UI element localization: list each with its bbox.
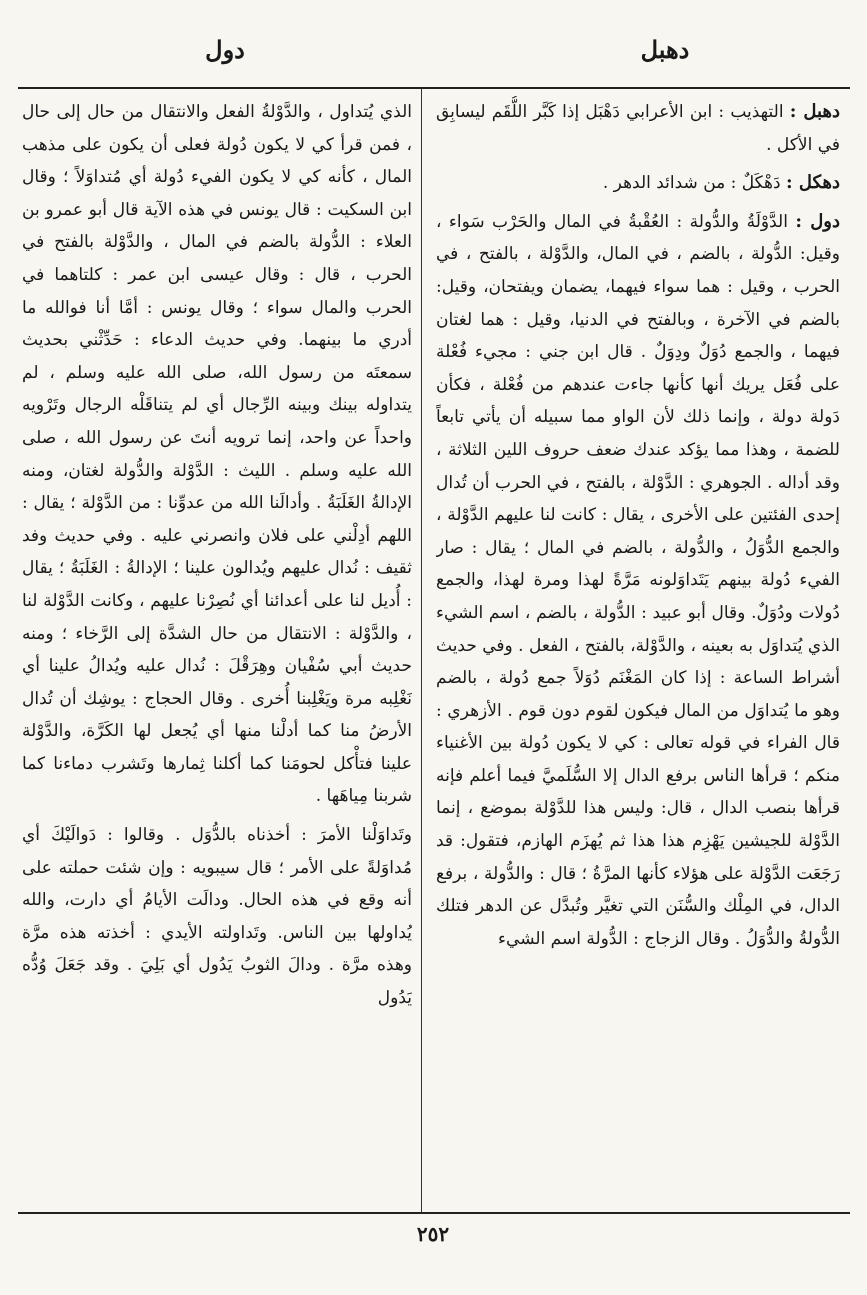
headword: دهكل : [786, 172, 840, 194]
headword: دول : [795, 210, 840, 232]
entry-text: التهذيب : ابن الأعرابي دَهْبَل إذا كَبَّر اللُّقَم ليسابِق في الأكل . [436, 102, 840, 155]
running-head-left: دول [205, 35, 245, 64]
paragraph: وتَداوَلْنا الأمرَ : أخذناه بالدُّوَل . وقالوا : دَوالَيْكَ أي مُداوَلةً على الأمر ؛ قال سيبويه : وإن شئت حملته على أنه وقع في هذه الحال. ودالَت الأيامُ أي دارت، والله يُداولها بين الناس. وتَداولته الأيدي : أخذته هذه مرَّة وهذه مرَّة . ودالَ الثوبُ يَدُول أي بَلِيَ . وقد جَعَلَ وُدُّه يَدُول [22, 825, 412, 1009]
top-rule [18, 87, 850, 89]
bottom-rule [18, 1212, 850, 1214]
headword: دهبل : [789, 101, 840, 122]
running-head-right: دهبل [640, 35, 690, 64]
paragraph: الذي يُتداول ، والدَّوْلةُ الفعل والانتقال من حال إلى حال ، فمن قرأ كي لا يكون دُولة فعلى أن يكون على مذهب المال ، كأنه كي لا يكون الفيء دُولة أي مُتداوَلاً ؛ وقال ابن السكيت : قال يونس في هذه الآية قال أبو عمرو بن العلاء : الدُّولة بالضم في المال ، والدَّوْلة بالفتح في الحرب ، قال : وقال عيسى ابن عمر : كلتاهما في الحرب والمال سواء ؛ وقال يونس : أمَّا أنا فوالله ما أدري ما بينهما. وفي حديث الدعاء : حَدِّثْني بحديث سمعتَه من رسول الله، صلى الله عليه وسلم ، لم يتداوله بينك وبينه الرِّجال أي لم يتناقَلْه الرجال وتَرْويه واحداً عن واحد، إنما ترويه أنتَ عن رسول الله ، صلى الله عليه وسلم . الليث : الدَّوْلة والدُّولة لغتان، ومنه الإدالةُ الغَلَبَةُ . وأدالَنا الله من عدوِّنا : من الدَّوْلة ؛ يقال : اللهم أدِلْني على فلان وانصرني عليه . وفي حديث وفد ثقيف : نُدال عليهم ويُدالون علينا ؛ الإدالةُ : الغَلَبَةُ ؛ يقال : أُديل لنا على أعدائنا أي نُصِرْنا عليهم ، وكانت الدَّوْلة لنا ، والدَّوْلة : الانتقال من حال الشدَّة إلى الرَّخاء ؛ ومنه حديث أبي سُفْيان وهِرَقْلَ : نُدال عليه ويُدالُ علينا أي نَغْلِبه مرة ويَغْلِبنا أُخرى . وقال الحجاج : يوشِك أن تُدال الأرضُ منا كما أدلْنا منها أي يُجعل لها الكَرَّة، والدَّوْلة علينا فتأْكل لحومَنا كما أكلنا ثِمارها وتَشرب دماءنا كما شربنا مِياهَها . [22, 102, 412, 807]
entry-dahbal [436, 96, 840, 161]
entry-dahkal [436, 167, 840, 200]
page-number: ٢٥٢ [416, 1222, 450, 1246]
entry-text: الدَّوْلَةُ والدُّولة : العُقْبةُ في المال والحَرْب سَواء ، وقيل: الدُّولة ، بالضم ، في المال، والدَّوْلة ، بالفتح ، في الحرب ، وقيل : هما سواء فيهما، يضمان ويفتحان، وقيل: بالضم في الآخرة ، وبالفتح في الدنيا، وقيل : هما لغتان فيهما ، والجمع دُوَلٌ ودِوَلٌ . قال ابن جني : مجيء فُعْلة على فُعَل يريك أنها كأنها جاءت عندهم من فُعْلة ، فكأن دَولة دولة ، وإنما ذلك لأن الواو مما سبيله أن يأتي تابعاً للضمة ، وهذا مما يؤكد عندك ضعف حروف اللين الثلاثة ، وقد أداله . الجوهري : الدَّوْلة ، بالفتح ، في الحرب أن تُدال إحدى الفئتين على الأخرى ، يقال : كانت لنا عليهم الدَّوْلة ، والجمع الدُّوَلُ ، والدُّولة ، بالضم في المال ؛ يقال : صار الفيء دُولة بينهم يَتَداوَلونه مَرَّةً لهذا ومرة لهذا، والجمع دُولات ودُوَلٌ. وقال أبو عبيد : الدُّولة ، بالضم ، اسم الشيء الذي يُتداوَل به بعينه ، والدَّوْلة، بالفتح ، الفعل . وفي حديث أشراط الساعة : إذا كان المَغْنَم دُوَلاً جمع دُولة ، بالضم وهو ما يُتداوَل من المال فيكون لقوم دون قوم . الأزهري : قال الفراء في قوله تعالى : كي لا يكون دُولة بين الأغنياء منكم ؛ قرأها الناس برفع الدال إلا السُّلَميَّ فيما أعلم فإنه قرأها بنصب الدال ، قال: وليس هذا للدَّوْلة بموضع ، إنما الدَّوْلة للجيشين يَهْزِم هذا هذا ثم يُهزَم الهازم، فتقول: قد رَجَعَت الدَّوْلة على هؤلاء كأنها المرَّةُ ؛ قال : والدُّولة ، برفع الدال، في المِلْك والسُّنَن التي تغيَّر وتُبدَّل عن الدهر فتلك الدُّولةُ والدُّوَلُ . وقال الزجاج : الدُّولة اسم الشيء [436, 211, 840, 949]
entry-text: دَهْكَلٌ : من شدائد الدهر . [602, 173, 786, 194]
right-column [436, 96, 840, 1206]
entry-dawl [436, 206, 840, 956]
column-divider [421, 89, 422, 1212]
left-column [22, 96, 412, 1206]
